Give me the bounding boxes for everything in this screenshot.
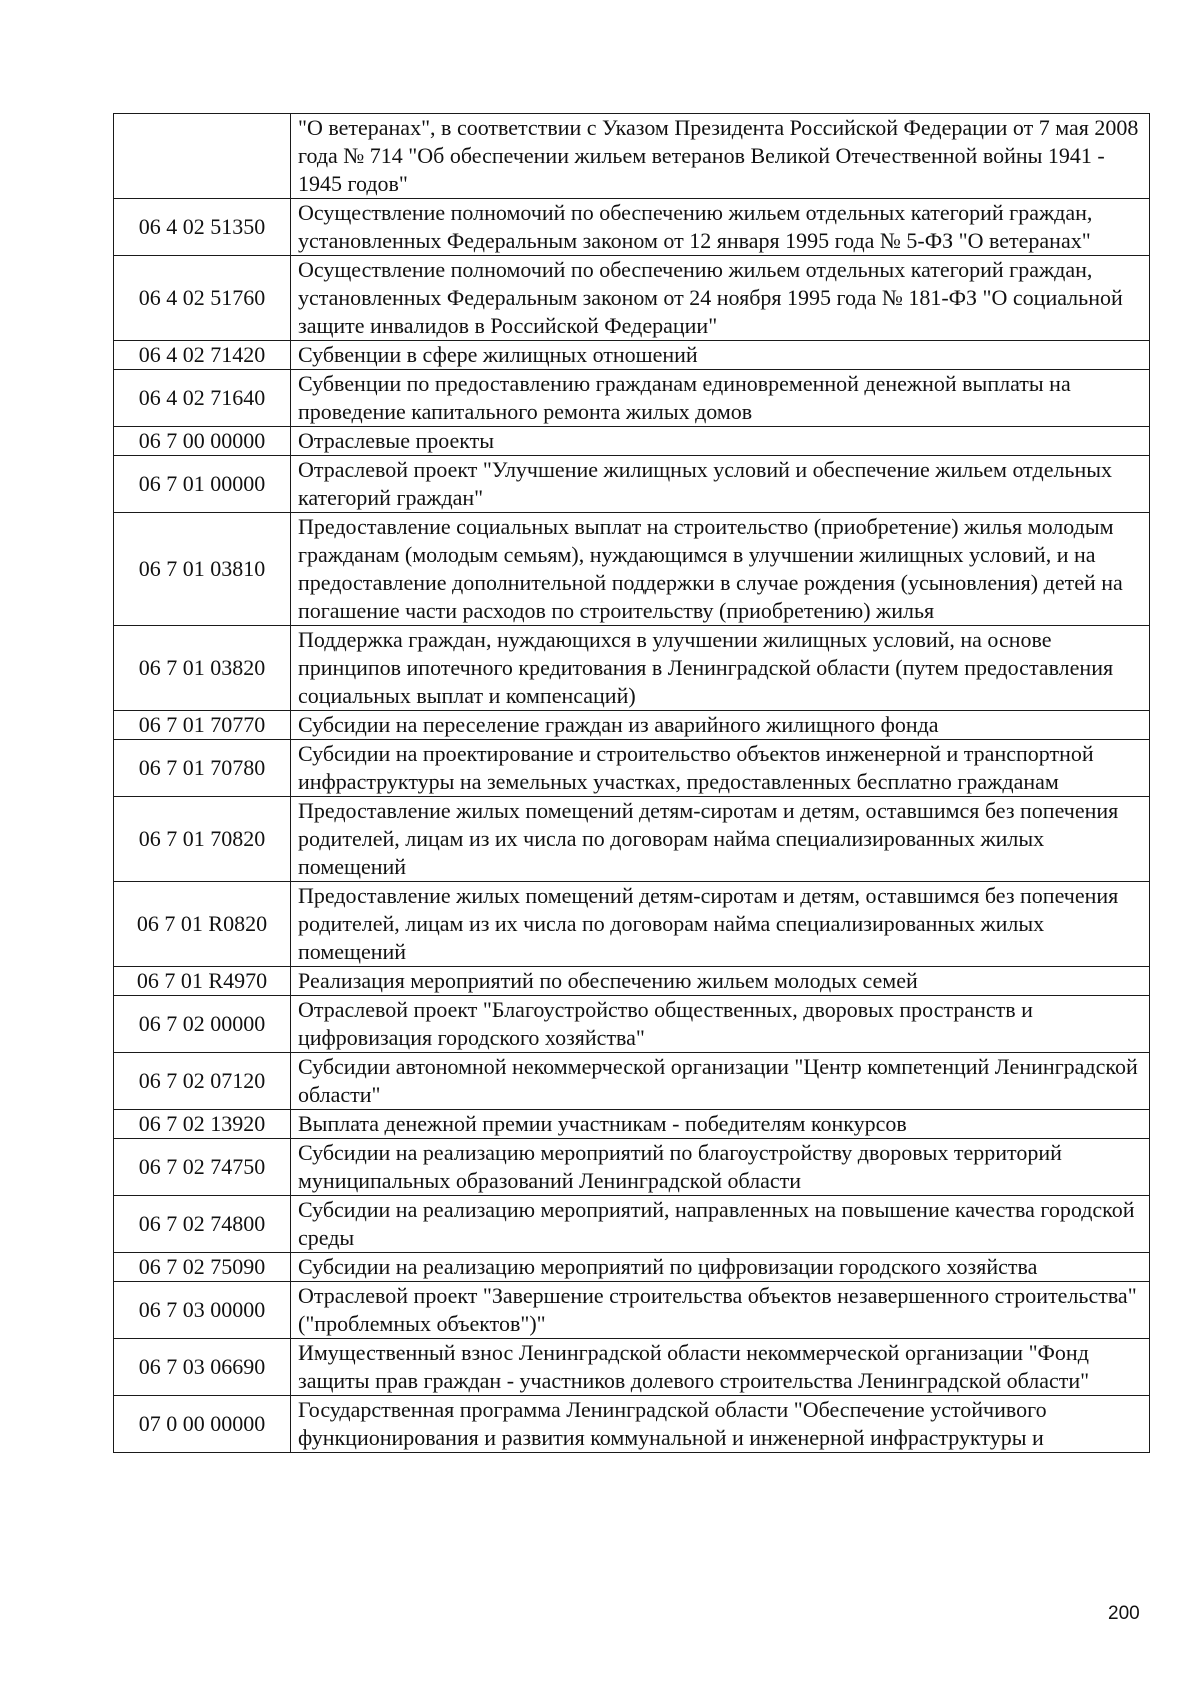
expense-description: Государственная программа Ленинградской области "Обеспечение устойчивого функционирования и развития коммунальной и инженерной инфраструктуры и — [291, 1396, 1150, 1453]
table-row — [114, 427, 1150, 456]
classification-code: 06 7 01 R0820 — [114, 882, 291, 967]
classification-code: 06 4 02 51350 — [114, 199, 291, 256]
expense-description: Субвенции в сфере жилищных отношений — [291, 341, 1150, 370]
expense-description: Предоставление жилых помещений детям-сиротам и детям, оставшимся без попечения родителей, лицам из их числа по договорам найма специализированных жилых помещений — [291, 882, 1150, 967]
table-row — [114, 199, 1150, 256]
classification-code: 07 0 00 00000 — [114, 1396, 291, 1453]
expense-description: Предоставление социальных выплат на строительство (приобретение) жилья молодым гражданам (молодым семьям), нуждающимся в улучшении жилищных условий, и на предоставление дополнительной поддержки в случае рождения (усыновления) детей на погашение части расходов по строительству (приобретению) жилья — [291, 513, 1150, 626]
table-row — [114, 882, 1150, 967]
table-row — [114, 370, 1150, 427]
expense-description: Предоставление жилых помещений детям-сиротам и детям, оставшимся без попечения родителей, лицам из их числа по договорам найма специализированных жилых помещений — [291, 797, 1150, 882]
classification-code: 06 7 01 R4970 — [114, 967, 291, 996]
expense-description: Субсидии на реализацию мероприятий, направленных на повышение качества городской среды — [291, 1196, 1150, 1253]
classification-code — [114, 114, 291, 199]
expense-description: Субвенции по предоставлению гражданам единовременной денежной выплаты на проведение капитального ремонта жилых домов — [291, 370, 1150, 427]
expense-description: Субсидии на переселение граждан из аварийного жилищного фонда — [291, 711, 1150, 740]
classification-code: 06 7 01 00000 — [114, 456, 291, 513]
classification-code: 06 7 02 13920 — [114, 1110, 291, 1139]
table-row — [114, 1110, 1150, 1139]
table-row — [114, 996, 1150, 1053]
classification-code: 06 7 01 70780 — [114, 740, 291, 797]
expense-description: Отраслевые проекты — [291, 427, 1150, 456]
table-row — [114, 456, 1150, 513]
expense-description: Реализация мероприятий по обеспечению жильем молодых семей — [291, 967, 1150, 996]
classification-code: 06 4 02 71420 — [114, 341, 291, 370]
classification-code: 06 7 03 00000 — [114, 1282, 291, 1339]
expense-description: Осуществление полномочий по обеспечению жильем отдельных категорий граждан, установленных Федеральным законом от 12 января 1995 года № 5-ФЗ "О ветеранах" — [291, 199, 1150, 256]
table-row — [114, 1339, 1150, 1396]
table-row — [114, 1253, 1150, 1282]
table-row — [114, 967, 1150, 996]
expense-description: Поддержка граждан, нуждающихся в улучшении жилищных условий, на основе принципов ипотечного кредитования в Ленинградской области (путем предоставления социальных выплат и компенсаций) — [291, 626, 1150, 711]
classification-code: 06 7 02 74750 — [114, 1139, 291, 1196]
table-row — [114, 711, 1150, 740]
classification-code: 06 7 02 00000 — [114, 996, 291, 1053]
classification-code: 06 7 02 07120 — [114, 1053, 291, 1110]
table-row — [114, 1053, 1150, 1110]
classification-code: 06 4 02 71640 — [114, 370, 291, 427]
page-number: 200 — [1108, 1603, 1140, 1624]
table-row — [114, 1139, 1150, 1196]
table-row — [114, 256, 1150, 341]
table-row — [114, 1396, 1150, 1453]
expense-description: Отраслевой проект "Благоустройство общественных, дворовых пространств и цифровизация городского хозяйства" — [291, 996, 1150, 1053]
classification-code: 06 7 03 06690 — [114, 1339, 291, 1396]
classification-code: 06 7 01 03820 — [114, 626, 291, 711]
expense-description: Субсидии на проектирование и строительство объектов инженерной и транспортной инфраструктуры на земельных участках, предоставленных бесплатно гражданам — [291, 740, 1150, 797]
expense-description: Выплата денежной премии участникам - победителям конкурсов — [291, 1110, 1150, 1139]
table-row — [114, 513, 1150, 626]
expense-description: Субсидии автономной некоммерческой организации "Центр компетенций Ленинградской области" — [291, 1053, 1150, 1110]
classification-code: 06 7 02 75090 — [114, 1253, 291, 1282]
budget-codes-table — [113, 113, 1150, 1453]
expense-description: "О ветеранах", в соответствии с Указом Президента Российской Федерации от 7 мая 2008 года № 714 "Об обеспечении жильем ветеранов Великой Отечественной войны 1941 - 1945 годов" — [291, 114, 1150, 199]
classification-code: 06 7 01 70820 — [114, 797, 291, 882]
table-row — [114, 341, 1150, 370]
expense-description: Имущественный взнос Ленинградской области некоммерческой организации "Фонд защиты прав граждан - участников долевого строительства Ленинградской области" — [291, 1339, 1150, 1396]
table-row — [114, 114, 1150, 199]
table-row — [114, 740, 1150, 797]
classification-code: 06 4 02 51760 — [114, 256, 291, 341]
table-row — [114, 626, 1150, 711]
expense-description: Осуществление полномочий по обеспечению жильем отдельных категорий граждан, установленных Федеральным законом от 24 ноября 1995 года № 181-ФЗ "О социальной защите инвалидов в Российской Федерации" — [291, 256, 1150, 341]
expense-description: Субсидии на реализацию мероприятий по благоустройству дворовых территорий муниципальных образований Ленинградской области — [291, 1139, 1150, 1196]
expense-description: Отраслевой проект "Улучшение жилищных условий и обеспечение жильем отдельных категорий граждан" — [291, 456, 1150, 513]
table-row — [114, 1196, 1150, 1253]
table-row — [114, 1282, 1150, 1339]
expense-description: Отраслевой проект "Завершение строительства объектов незавершенного строительства" ("проблемных объектов")" — [291, 1282, 1150, 1339]
classification-code: 06 7 01 70770 — [114, 711, 291, 740]
table-body — [114, 114, 1150, 1453]
classification-code: 06 7 02 74800 — [114, 1196, 291, 1253]
classification-code: 06 7 01 03810 — [114, 513, 291, 626]
table-row — [114, 797, 1150, 882]
expense-description: Субсидии на реализацию мероприятий по цифровизации городского хозяйства — [291, 1253, 1150, 1282]
classification-code: 06 7 00 00000 — [114, 427, 291, 456]
